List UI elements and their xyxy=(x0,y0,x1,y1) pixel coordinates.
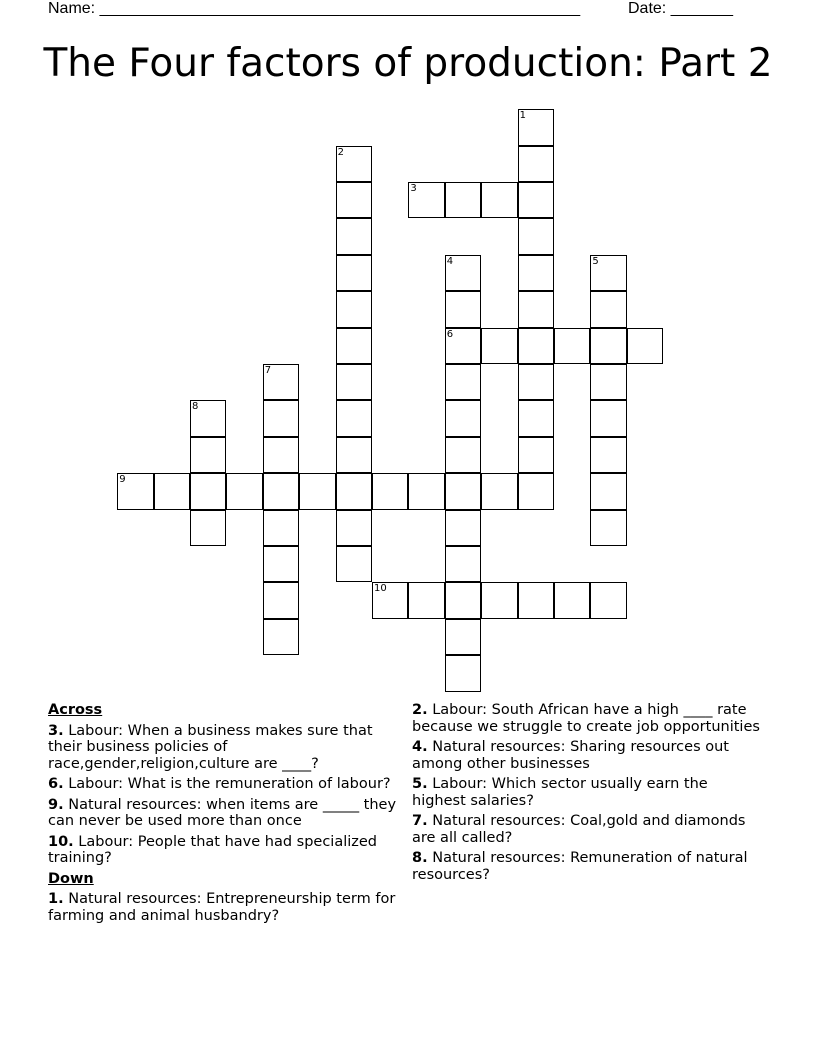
crossword-cell[interactable] xyxy=(445,546,481,582)
clue-number: 10. xyxy=(48,833,74,850)
clue-text: Labour: Which sector usually earn the highest salaries? xyxy=(412,776,708,809)
clue-number: 5. xyxy=(412,776,428,792)
crossword-cell[interactable] xyxy=(263,546,299,582)
crossword-cell[interactable] xyxy=(445,510,481,546)
crossword-cell[interactable] xyxy=(627,328,663,364)
clue-text: Natural resources: Remuneration of natural resources? xyxy=(412,850,748,883)
clue-number: 7. xyxy=(412,813,428,829)
crossword-cell[interactable] xyxy=(518,255,554,291)
clue-number-label: 10 xyxy=(374,583,387,595)
crossword-cell[interactable] xyxy=(445,473,481,509)
crossword-cell[interactable] xyxy=(518,291,554,327)
crossword-cell[interactable] xyxy=(190,437,226,473)
clue-text: Natural resources: Coal,gold and diamonds are all called? xyxy=(412,813,746,846)
clue-number: 8. xyxy=(412,850,428,866)
across-heading: Across xyxy=(48,702,103,718)
down-clue-4 xyxy=(412,739,762,772)
crossword-cell[interactable] xyxy=(590,510,626,546)
crossword-cell[interactable] xyxy=(190,473,226,509)
crossword-cell[interactable] xyxy=(445,182,481,218)
crossword-cell[interactable] xyxy=(336,146,372,182)
crossword-cell[interactable] xyxy=(445,255,481,291)
down-clue-8 xyxy=(412,850,762,883)
clues-column-left xyxy=(48,702,400,928)
crossword-cell[interactable] xyxy=(117,473,153,509)
crossword-cell[interactable] xyxy=(554,328,590,364)
crossword-cell[interactable] xyxy=(481,328,517,364)
down-clue-2 xyxy=(412,702,762,735)
crossword-cell[interactable] xyxy=(263,400,299,436)
clue-text: Labour: When a business makes sure that their business policies of race,gender,religion,culture are ____? xyxy=(48,722,373,772)
crossword-cell[interactable] xyxy=(336,328,372,364)
crossword-cell[interactable] xyxy=(590,328,626,364)
crossword-cell[interactable] xyxy=(518,437,554,473)
crossword-cell[interactable] xyxy=(299,473,335,509)
crossword-cell[interactable] xyxy=(481,582,517,618)
crossword-cell[interactable] xyxy=(445,291,481,327)
crossword-cell[interactable] xyxy=(263,364,299,400)
clue-number: 2. xyxy=(412,702,428,718)
crossword-cell[interactable] xyxy=(336,546,372,582)
across-clue-10 xyxy=(48,834,400,867)
crossword-cell[interactable] xyxy=(518,109,554,145)
clues-column-right xyxy=(412,702,762,887)
down-clue-7 xyxy=(412,813,762,846)
crossword-cell[interactable] xyxy=(518,400,554,436)
crossword-cell[interactable] xyxy=(590,582,626,618)
crossword-cell[interactable] xyxy=(336,218,372,254)
crossword-cell[interactable] xyxy=(445,400,481,436)
clue-number: 6. xyxy=(48,776,64,792)
crossword-cell[interactable] xyxy=(372,473,408,509)
crossword-cell[interactable] xyxy=(518,582,554,618)
crossword-cell[interactable] xyxy=(336,510,372,546)
crossword-cell[interactable] xyxy=(408,182,444,218)
across-clue-3 xyxy=(48,723,400,773)
crossword-cell[interactable] xyxy=(481,182,517,218)
crossword-cell[interactable] xyxy=(154,473,190,509)
crossword-cell[interactable] xyxy=(518,182,554,218)
crossword-cell[interactable] xyxy=(336,291,372,327)
clue-number-label: 3 xyxy=(410,183,417,194)
crossword-cell[interactable] xyxy=(518,473,554,509)
crossword-cell[interactable] xyxy=(518,218,554,254)
crossword-cell[interactable] xyxy=(190,400,226,436)
crossword-cell[interactable] xyxy=(336,400,372,436)
date-field-label: Date: _______ xyxy=(628,0,733,17)
crossword-cell[interactable] xyxy=(263,619,299,655)
clue-number: 4. xyxy=(412,739,428,755)
crossword-cell[interactable] xyxy=(518,364,554,400)
crossword-cell[interactable] xyxy=(336,255,372,291)
crossword-cell[interactable] xyxy=(445,437,481,473)
clue-text: Labour: What is the remuneration of labour? xyxy=(68,776,391,792)
crossword-cell[interactable] xyxy=(372,582,408,618)
clue-number-label: 6 xyxy=(446,328,454,340)
crossword-cell[interactable] xyxy=(554,582,590,618)
clue-text: Natural resources: when items are _____ they can never be used more than once xyxy=(48,796,397,829)
down-heading: Down xyxy=(48,870,94,887)
crossword-cell[interactable] xyxy=(336,182,372,218)
crossword-cell[interactable] xyxy=(590,364,626,400)
crossword-cell[interactable] xyxy=(445,328,481,364)
crossword-cell[interactable] xyxy=(518,146,554,182)
crossword-cell[interactable] xyxy=(590,437,626,473)
crossword-cell[interactable] xyxy=(263,437,299,473)
clue-number-label: 9 xyxy=(119,474,126,486)
crossword-cell[interactable] xyxy=(408,582,444,618)
clue-number-label: 1 xyxy=(519,110,526,122)
clue-number-label: 4 xyxy=(446,255,454,267)
page-title: The Four factors of production: Part 2 xyxy=(43,41,773,86)
crossword-cell[interactable] xyxy=(445,582,481,618)
crossword-cell[interactable] xyxy=(336,473,372,509)
clue-number-label: 2 xyxy=(337,146,344,158)
crossword-cell[interactable] xyxy=(481,473,517,509)
crossword-cell[interactable] xyxy=(263,510,299,546)
across-clue-6 xyxy=(48,776,400,793)
clue-number-label: 5 xyxy=(592,255,599,267)
crossword-cell[interactable] xyxy=(445,655,481,691)
crossword-cell[interactable] xyxy=(590,400,626,436)
crossword-cell[interactable] xyxy=(226,473,262,509)
down-clue-5 xyxy=(412,776,762,809)
clue-number-label: 8 xyxy=(192,401,199,413)
across-clue-9 xyxy=(48,797,400,830)
crossword-cell[interactable] xyxy=(336,437,372,473)
crossword-cell[interactable] xyxy=(445,619,481,655)
down-clue-1 xyxy=(48,891,400,924)
crossword-cell[interactable] xyxy=(590,255,626,291)
clue-number: 1. xyxy=(48,891,64,907)
crossword-cell[interactable] xyxy=(336,364,372,400)
crossword-cell[interactable] xyxy=(590,291,626,327)
crossword-cell[interactable] xyxy=(590,473,626,509)
clue-text: Labour: South African have a high ____ rate because we struggle to create job opportunities xyxy=(412,702,760,735)
crossword-cell[interactable] xyxy=(190,510,226,546)
crossword-cell[interactable] xyxy=(408,473,444,509)
clue-number: 3. xyxy=(48,722,64,739)
crossword-cell[interactable] xyxy=(263,473,299,509)
crossword-cell[interactable] xyxy=(518,328,554,364)
clue-number-label: 7 xyxy=(264,365,272,376)
clue-number: 9. xyxy=(48,796,64,813)
crossword-cell[interactable] xyxy=(445,364,481,400)
crossword-cell[interactable] xyxy=(263,582,299,618)
clue-text: Labour: People that have had specialized training? xyxy=(48,833,377,866)
name-field-label: Name: ______________________________________________________ xyxy=(48,0,581,17)
clue-text: Natural resources: Sharing resources out among other businesses xyxy=(412,739,729,772)
clue-text: Natural resources: Entrepreneurship term for farming and animal husbandry? xyxy=(48,891,396,924)
